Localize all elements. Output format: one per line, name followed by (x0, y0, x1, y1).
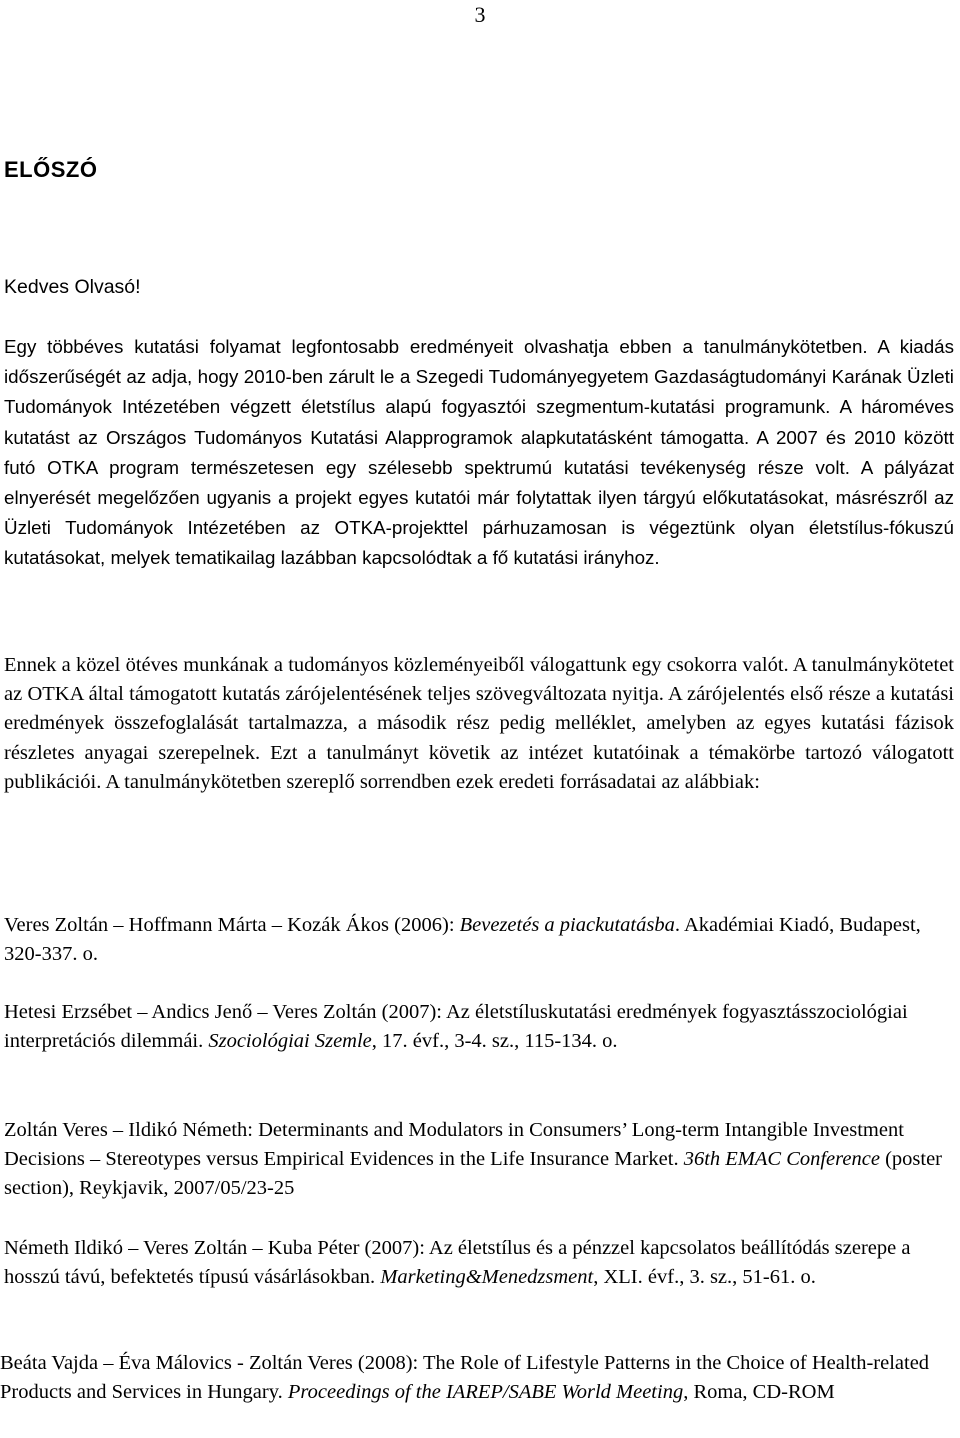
reference-item (4, 1116, 954, 1204)
reference-item (0, 1349, 950, 1407)
intro-text-a: Egy többéves kutatási folyamat legfontosabb eredményeit olvashatja ebben a tanulmánykötetben. A kiadás időszerűségét az adja, hogy 2010-ben zárult le a Szegedi Tudományegyetem Gazdaságtudományi Karának Üzleti Tudományok Intézetében végzett (4, 336, 954, 418)
reference-details: , XLI. évf., 3. sz., 51-61. o. (593, 1266, 816, 1289)
reference-details: , Roma, CD-ROM (683, 1381, 835, 1404)
reference-item (4, 998, 954, 1056)
reference-authors: Hetesi Erzsébet – Andics Jenő – Veres Zoltán (2007): Az életstíluskutatási eredmények fogyasztásszociológiai interpretációs dilemmái. (4, 1001, 908, 1053)
reference-item (4, 911, 954, 969)
reference-authors: Németh Ildikó – Veres Zoltán – Kuba Péter (2007): Az életstílus és a pénzzel kapcsolatos beállítódás szerepe a hosszú távú, befektetés típusú vásárlásokban. (4, 1237, 911, 1289)
intro-text-c: A hároméves kutatást az Országos Tudományos Kutatási Alapprogramok alapkutatásként támogatta. A 2007 és 2010 között futó OTKA program természetesen egy szélesebb spektrumú kutatási tevékenység része volt. A pályázat elnyerését megelőzően ugyanis a projekt egyes kutatói már folytattak ilyen tárgyú előkutatásokat, másrészről az Üzleti Tudományok Intézetében az OTKA-projekttel párhuzamosan is végeztünk olyan életstílus-fókuszú kutatásokat, melyek tematikailag lazábban kapcsolódtak a fő kutatási irányhoz. (4, 396, 955, 569)
intro-paragraph (4, 332, 954, 574)
reference-title: Proceedings of the IAREP/SABE World Meeting (287, 1381, 684, 1404)
reference-title: Bevezetés a piackutatásba (459, 914, 675, 936)
page-title: ELŐSZÓ (4, 157, 98, 182)
intro-text-b: életstílus alapú fogyasztói szegmentum-kutatási programunk. (301, 396, 831, 418)
reference-details: . Akadémiai Kiadó, Budapest, 320-337. o. (4, 914, 921, 966)
contents-paragraph: Ennek a közel ötéves munkának a tudományos közleményeiből válogattunk egy csokorra valót. A tanulmánykötetet az OTKA által támogatott kutatás zárójelentésének teljes szövegváltozata nyitja. A zárójelentés első része a kutatási eredmények összefoglalását tartalmazza, a második rész pedig melléklet, amelyben az egyes kutatási fázisok részletes anyagai szerepelnek. Ezt a tanulmányt követik az intézet kutatóinak a témakörbe tartozó válogatott publikációi. A tanulmánykötetben szereplő sorrendben ezek eredeti forrásadatai az alábbiak: (4, 654, 954, 793)
reference-authors: Beáta Vajda – Éva Málovics - Zoltán Veres (2008): The Role of Lifestyle Patterns in the Choice of Health-related Products and Services in Hungary. (0, 1352, 930, 1404)
reference-details: , 17. évf., 3-4. sz., 115-134. o. (371, 1030, 618, 1053)
reference-item (4, 1234, 954, 1292)
reference-authors: Veres Zoltán – Hoffmann Márta – Kozák Ákos (2006): (4, 914, 460, 936)
reference-title: Szociológiai Szemle (208, 1030, 372, 1053)
reference-title: 36th EMAC Conference (683, 1148, 880, 1171)
greeting: Kedves Olvasó! (4, 276, 141, 298)
page-number: 3 (474, 2, 486, 27)
reference-authors: Zoltán Veres – Ildikó Németh: Determinants and Modulators in Consumers’ Long-term Intangible Investment Decisions – Stereotypes versus Empirical Evidences in the Life Insurance Market. (4, 1119, 904, 1171)
reference-details: (poster section), Reykjavik, 2007/05/23-25 (4, 1148, 942, 1200)
reference-title: Marketing&Menedzsment (380, 1266, 594, 1289)
